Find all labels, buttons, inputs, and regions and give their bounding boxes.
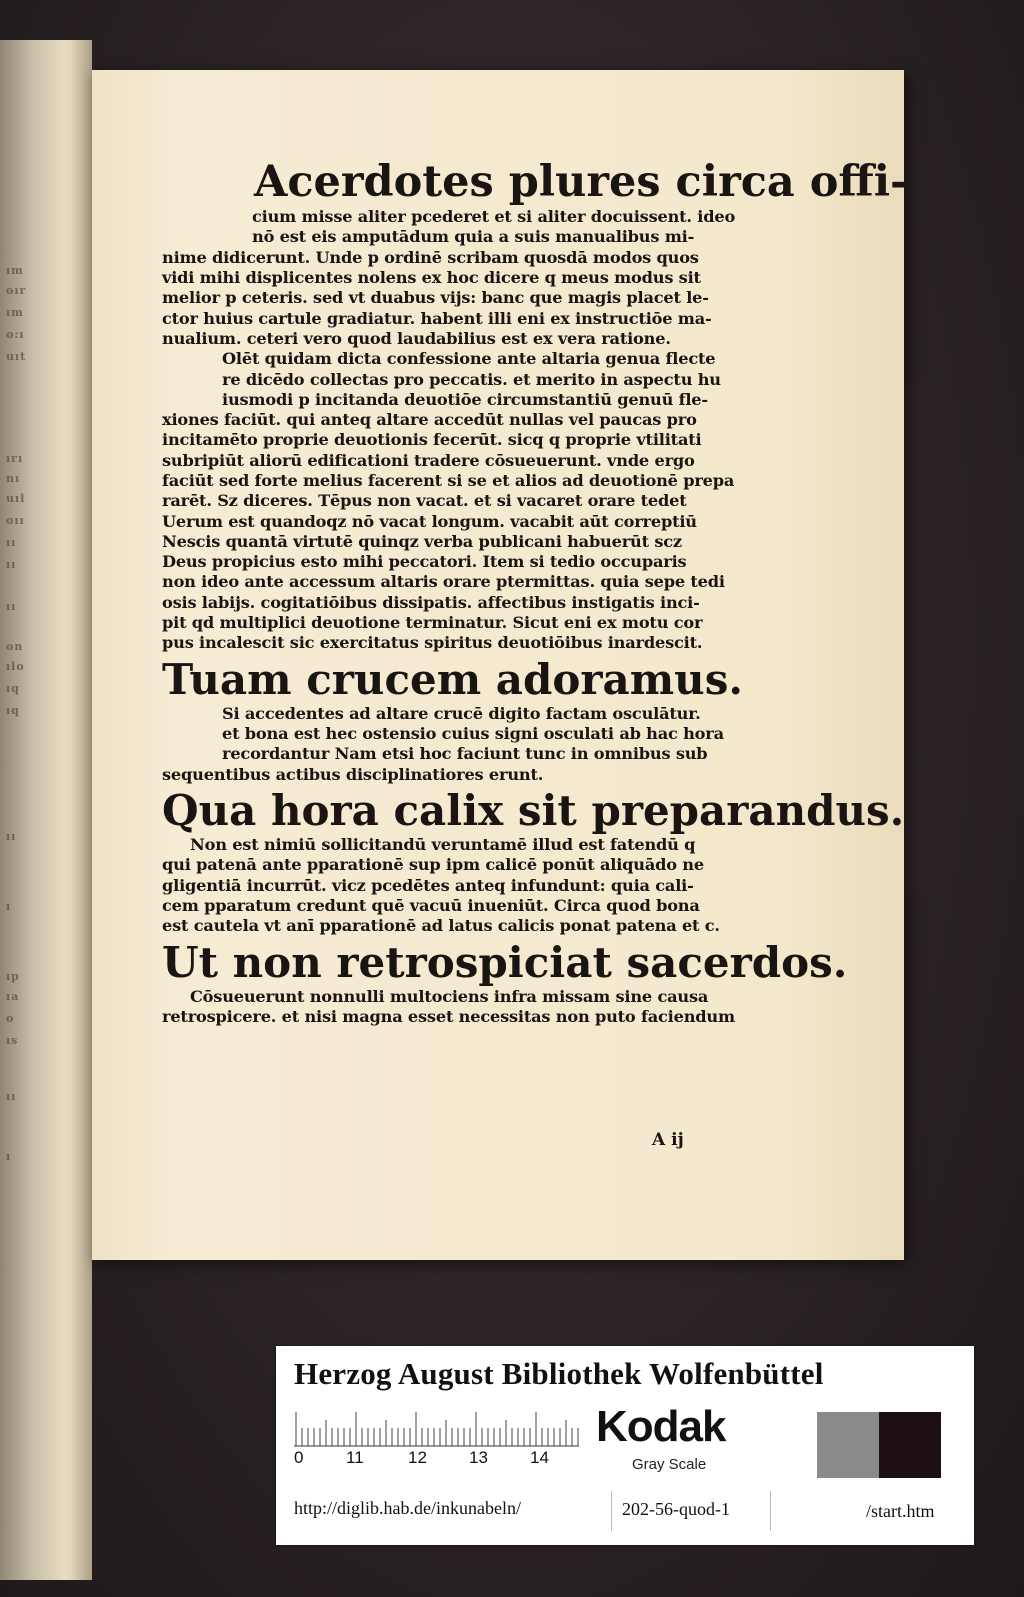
text-line: subripiūt aliorū edificationi tradere cōsueuerunt. vnde ergo — [162, 450, 695, 470]
ruler-label: 11 — [346, 1448, 364, 1467]
text-line: nō est eis amputādum quia a suis manualibus mi- — [252, 227, 695, 247]
text-line: nime didicerunt. Unde p ordinē scribam quosdā modos quos — [162, 247, 699, 267]
gray-scale-label: Gray Scale — [632, 1456, 707, 1473]
source-url: http://diglib.hab.de/inkunabeln/ — [294, 1498, 521, 1518]
text-line: non ideo ante accessum altaris orare ptermittas. quia sepe tedi — [162, 572, 725, 592]
text-line: pus incalescit sic exercitatus spiritus deuotiōibus inardescit. — [162, 633, 703, 653]
text-block-1-cont — [162, 248, 802, 349]
text-line: Uerum est quandoqz nō vacat longum. vacabit aūt correptiū — [162, 511, 697, 531]
swatch-gray — [817, 1412, 879, 1478]
book-page — [92, 70, 908, 1260]
text-line: osis labijs. cogitatiōibus dissipatis. affectibus instigatis inci- — [162, 592, 700, 612]
scale-ruler — [294, 1410, 579, 1470]
library-color-card — [276, 1346, 974, 1545]
text-line: Olēt quidam dicta confessione ante altaria genua flecte — [222, 349, 716, 369]
text-line: cem pparatum credunt quē vacuū inueniūt. Circa quod bona — [162, 895, 700, 915]
text-line: faciūt sed forte melius facerent si se et alios ad deuotionē prepa — [162, 471, 735, 490]
text-line: cium misse aliter pcederet et si aliter docuissent. ideo — [252, 207, 736, 227]
text-line: Deus propicius esto mihi peccatori. Item si tedio occuparis — [162, 552, 687, 572]
ruler-label: 13 — [469, 1448, 488, 1467]
ruler-label: 14 — [530, 1448, 549, 1467]
text-block-5 — [162, 987, 802, 1028]
ruler-label: 12 — [408, 1448, 427, 1467]
text-line: ctor huius cartule gradiatur. habent illi eni ex instructiōe ma- — [162, 308, 712, 328]
page-text — [162, 157, 908, 1027]
adjacent-page-edge: ım oır ım o:ı uıt ırı nı uıl oıı ıı ıı ıı on ılo ıq ıq ıı ı ıp ıa o ıs ıı ı — [0, 40, 92, 1580]
text-line: recordantur Nam etsi hoc faciunt tunc in omnibus sub — [222, 744, 708, 764]
library-name: Herzog August Bibliothek Wolfenbüttel — [294, 1356, 824, 1391]
kodak-logo: Kodak — [596, 1402, 726, 1451]
ruler-label: 0 — [294, 1448, 304, 1467]
text-line: nualium. ceteri vero quod laudabilius est ex vera ratione. — [162, 328, 671, 348]
source-url-suffix: /start.htm — [866, 1501, 935, 1521]
text-line: rarēt. Sz diceres. Tēpus non vacat. et si vacaret orare tedet — [162, 491, 687, 511]
page-heading: Acerdotes plures circa offi- — [254, 157, 908, 207]
section-heading-adoramus: Tuam crucem adoramus. — [162, 654, 743, 704]
signature-mark: A ij — [652, 1130, 684, 1150]
text-line: iusmodi p incitanda deuotiōe circumstantiū genuū fle- — [222, 389, 708, 409]
text-line: melior p ceteris. sed vt duabus vijs: banc que magis placet le- — [162, 288, 709, 308]
text-block-3 — [162, 704, 802, 785]
text-line: xiones faciūt. qui anteq altare accedūt nullas vel paucas pro — [162, 410, 697, 430]
text-line: sequentibus actibus disciplinatiores erunt. — [162, 764, 544, 784]
text-line: qui patenā ante pparationē sup ipm calicē ponūt aliquādo ne — [162, 855, 704, 875]
text-line: et bona est hec ostensio cuius signi osculati ab hac hora — [222, 724, 724, 744]
text-block-1 — [162, 207, 802, 248]
text-line: vidi mihi displicentes nolens ex hoc dicere q meus modus sit — [162, 268, 701, 288]
text-line: incitamēto proprie deuotionis fecerūt. sicq q proprie vtilitati — [162, 430, 702, 450]
ruler-ticks — [294, 1410, 579, 1450]
section-heading-calix: Qua hora calix sit preparandus. — [162, 785, 905, 835]
gray-scale-swatches — [759, 1412, 961, 1478]
text-line: pit qd multiplici deuotione terminatur. Sicut eni ex motu cor — [162, 613, 703, 633]
text-line: re dicēdo collectas pro peccatis. et merito in aspectu hu — [222, 369, 721, 389]
text-line: gligentiā incurrūt. vicz pcedētes anteq infundunt: quia cali- — [162, 875, 694, 895]
text-line: Non est nimiū sollicitandū veruntamē illud est fatendū q — [190, 835, 696, 855]
text-line: Cōsueuerunt nonnulli multociens infra missam sine causa — [190, 986, 709, 1006]
swatch-black — [879, 1412, 941, 1478]
text-line: retrospicere. et nisi magna esset necessitas non puto faciendum — [162, 1006, 735, 1026]
text-line: Nescis quantā virtutē quinqz verba publicani habuerūt scz — [162, 531, 682, 551]
text-line: est cautela vt anī pparationē ad latus calicis ponat patena et c. — [162, 916, 720, 936]
text-block-2 — [162, 349, 802, 653]
swatch-white — [759, 1412, 817, 1478]
section-heading-retrospiciat: Ut non retrospiciat sacerdos. — [162, 937, 848, 987]
source-id: 202-56-quod-1 — [622, 1499, 730, 1519]
text-block-4 — [162, 835, 802, 936]
text-line: Si accedentes ad altare crucē digito factam osculātur. — [222, 703, 701, 723]
url-id-box — [611, 1491, 771, 1531]
